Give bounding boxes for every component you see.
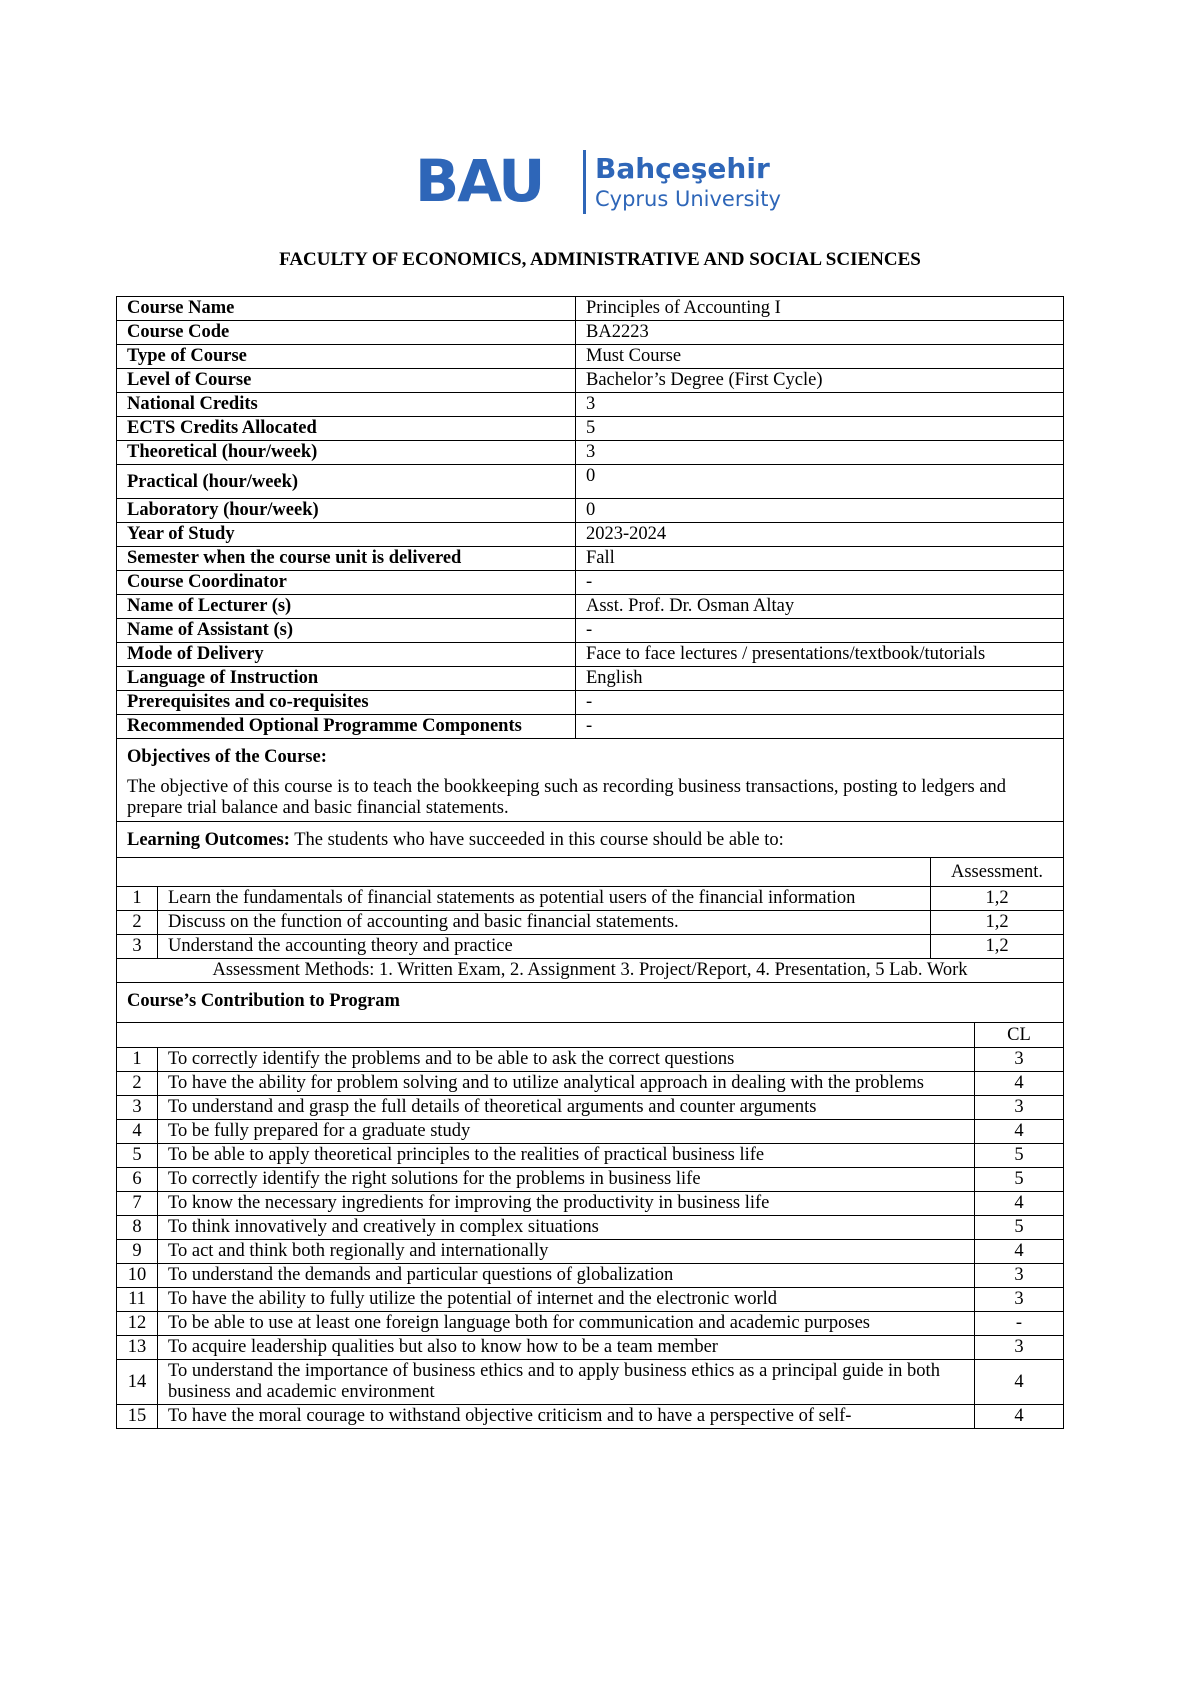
- row-number: 14: [117, 1360, 158, 1405]
- contribution-item-row: [117, 1144, 1063, 1168]
- contribution-item-row: [117, 1264, 1063, 1288]
- contribution-item-row: [117, 1336, 1063, 1360]
- row-number: 3: [117, 935, 158, 959]
- course-info-label: Course Code: [117, 321, 576, 345]
- row-number: 1: [117, 887, 158, 911]
- objectives-heading: Objectives of the Course:: [127, 747, 327, 767]
- course-info-value: 5: [576, 417, 1064, 441]
- course-info-row: [117, 643, 1064, 667]
- course-info-row: [117, 369, 1064, 393]
- course-info-row: [117, 441, 1064, 465]
- course-info-value: Must Course: [576, 345, 1064, 369]
- row-number: 5: [117, 1144, 158, 1168]
- course-info-label: Year of Study: [117, 523, 576, 547]
- learning-outcomes-header: [117, 822, 1064, 858]
- objectives-section: [117, 739, 1064, 822]
- learning-outcomes-intro: The students who have succeeded in this course should be able to:: [294, 830, 784, 850]
- course-info-label: Prerequisites and co-requisites: [117, 691, 576, 715]
- course-info-row: [117, 499, 1064, 523]
- course-info-value: -: [576, 691, 1064, 715]
- course-info-value: Asst. Prof. Dr. Osman Altay: [576, 595, 1064, 619]
- learning-outcomes-heading: Learning Outcomes:: [127, 830, 290, 850]
- contribution-item-row: [117, 1048, 1063, 1072]
- contribution-item-row: [117, 1240, 1063, 1264]
- cl-value: 3: [975, 1336, 1064, 1360]
- assessment-methods-row: [117, 959, 1064, 983]
- contribution-item-row: [117, 1288, 1063, 1312]
- course-info-row: [117, 619, 1064, 643]
- cl-value: 5: [975, 1144, 1064, 1168]
- row-text: Understand the accounting theory and practice: [158, 935, 931, 959]
- cl-value: 4: [975, 1405, 1064, 1429]
- cl-value: 4: [975, 1360, 1064, 1405]
- contribution-item-row: [117, 1096, 1063, 1120]
- course-info-value: 2023-2024: [576, 523, 1064, 547]
- row-number: 8: [117, 1216, 158, 1240]
- contribution-item-row: [117, 1360, 1063, 1405]
- contribution-table: [117, 1023, 1063, 1428]
- course-info-label: Name of Lecturer (s): [117, 595, 576, 619]
- course-info-value: Fall: [576, 547, 1064, 571]
- logo-line1: Bahçeşehir: [595, 152, 770, 185]
- faculty-title: FACULTY OF ECONOMICS, ADMINISTRATIVE AND SOCIAL SCIENCES: [279, 249, 921, 270]
- course-info-row: [117, 393, 1064, 417]
- cl-value: 3: [975, 1288, 1064, 1312]
- course-info-label: Laboratory (hour/week): [117, 499, 576, 523]
- learning-outcomes-table-header: [117, 858, 1063, 887]
- row-number: 11: [117, 1288, 158, 1312]
- row-number: 3: [117, 1096, 158, 1120]
- contribution-cell: [117, 1023, 1064, 1429]
- learning-outcomes-cell: [117, 858, 1064, 959]
- row-number: 2: [117, 911, 158, 935]
- course-info-rows: [117, 297, 1064, 739]
- row-text: To have the moral courage to withstand objective criticism and to have a perspective of self-: [158, 1405, 975, 1429]
- course-info-value: -: [576, 571, 1064, 595]
- row-number: 1: [117, 1048, 158, 1072]
- course-info-row: [117, 345, 1064, 369]
- contribution-item-row: [117, 1312, 1063, 1336]
- course-info-label: Mode of Delivery: [117, 643, 576, 667]
- course-info-row: [117, 523, 1064, 547]
- learning-outcome-row: [117, 935, 1063, 959]
- learning-outcomes-table: [117, 858, 1063, 958]
- cl-value: 3: [975, 1096, 1064, 1120]
- course-info-value: Principles of Accounting I: [576, 297, 1064, 321]
- course-info-row: [117, 667, 1064, 691]
- course-info-label: Theoretical (hour/week): [117, 441, 576, 465]
- logo-divider: [583, 150, 586, 214]
- course-info-value: Face to face lectures / presentations/textbook/tutorials: [576, 643, 1064, 667]
- course-info-value: -: [576, 715, 1064, 739]
- row-text: To understand the demands and particular questions of globalization: [158, 1264, 975, 1288]
- course-info-row: [117, 465, 1064, 499]
- course-info-label: Name of Assistant (s): [117, 619, 576, 643]
- row-text: To be able to use at least one foreign language both for communication and academic purposes: [158, 1312, 975, 1336]
- cl-value: 5: [975, 1216, 1064, 1240]
- learning-outcomes-row: [117, 822, 1064, 858]
- contribution-item-row: [117, 1168, 1063, 1192]
- course-info-row: [117, 595, 1064, 619]
- course-info-label: Language of Instruction: [117, 667, 576, 691]
- contribution-item-row: [117, 1120, 1063, 1144]
- row-number: 10: [117, 1264, 158, 1288]
- row-number: 15: [117, 1405, 158, 1429]
- contribution-row: [117, 983, 1064, 1023]
- course-info-label: Course Coordinator: [117, 571, 576, 595]
- course-info-value: Bachelor’s Degree (First Cycle): [576, 369, 1064, 393]
- row-number: 9: [117, 1240, 158, 1264]
- row-text: To think innovatively and creatively in complex situations: [158, 1216, 975, 1240]
- course-info-row: [117, 691, 1064, 715]
- course-info-value: 3: [576, 441, 1064, 465]
- course-info-value: English: [576, 667, 1064, 691]
- row-text: Learn the fundamentals of financial statements as potential users of the financial information: [158, 887, 931, 911]
- objectives-row: [117, 739, 1064, 822]
- row-text: Discuss on the function of accounting and basic financial statements.: [158, 911, 931, 935]
- contribution-item-row: [117, 1405, 1063, 1429]
- row-text: To acquire leadership qualities but also to know how to be a team member: [158, 1336, 975, 1360]
- course-info-value: 0: [576, 499, 1064, 523]
- cl-value: 3: [975, 1048, 1064, 1072]
- course-info-row: [117, 547, 1064, 571]
- logo-line2: Cyprus University: [595, 187, 781, 211]
- university-logo: [415, 148, 795, 218]
- course-info-row: [117, 321, 1064, 345]
- assessment-header: Assessment.: [931, 858, 1064, 887]
- course-info-label: Practical (hour/week): [117, 465, 576, 499]
- cl-header: CL: [975, 1023, 1064, 1048]
- course-info-label: Course Name: [117, 297, 576, 321]
- assessment-value: 1,2: [931, 887, 1064, 911]
- row-text: To be able to apply theoretical principles to the realities of practical business life: [158, 1144, 975, 1168]
- course-info-value: -: [576, 619, 1064, 643]
- learning-outcome-row: [117, 911, 1063, 935]
- course-info-row: [117, 715, 1064, 739]
- contribution-header: [117, 983, 1064, 1023]
- row-number: 2: [117, 1072, 158, 1096]
- cl-value: 3: [975, 1264, 1064, 1288]
- course-info-row: [117, 417, 1064, 441]
- course-info-value: 3: [576, 393, 1064, 417]
- cl-value: 4: [975, 1072, 1064, 1096]
- course-info-label: Recommended Optional Programme Components: [117, 715, 576, 739]
- row-number: 13: [117, 1336, 158, 1360]
- contribution-item-row: [117, 1192, 1063, 1216]
- course-info-label: Semester when the course unit is delivered: [117, 547, 576, 571]
- cl-value: 4: [975, 1192, 1064, 1216]
- row-text: To understand and grasp the full details of theoretical arguments and counter arguments: [158, 1096, 975, 1120]
- assessment-value: 1,2: [931, 911, 1064, 935]
- row-number: 4: [117, 1120, 158, 1144]
- row-number: 6: [117, 1168, 158, 1192]
- row-number: 12: [117, 1312, 158, 1336]
- course-info-value: BA2223: [576, 321, 1064, 345]
- cl-value: 5: [975, 1168, 1064, 1192]
- row-number: 7: [117, 1192, 158, 1216]
- course-info-label: National Credits: [117, 393, 576, 417]
- assessment-value: 1,2: [931, 935, 1064, 959]
- row-text: To act and think both regionally and internationally: [158, 1240, 975, 1264]
- row-text: To correctly identify the problems and to be able to ask the correct questions: [158, 1048, 975, 1072]
- course-info-label: Level of Course: [117, 369, 576, 393]
- course-table: [116, 296, 1064, 1429]
- cl-value: 4: [975, 1240, 1064, 1264]
- course-info-value: 0: [576, 465, 1064, 499]
- contribution-item-row: [117, 1072, 1063, 1096]
- row-text: To understand the importance of business ethics and to apply business ethics as a principal guide in both business and academic environment: [158, 1360, 975, 1405]
- cl-value: -: [975, 1312, 1064, 1336]
- row-text: To have the ability for problem solving and to utilize analytical approach in dealing with the problems: [158, 1072, 975, 1096]
- course-info-row: [117, 297, 1064, 321]
- row-text: To correctly identify the right solutions for the problems in business life: [158, 1168, 975, 1192]
- logo-mark: BAU: [415, 147, 544, 215]
- row-text: To be fully prepared for a graduate study: [158, 1120, 975, 1144]
- objectives-text: The objective of this course is to teach the bookkeeping such as recording business transactions, posting to ledgers and prepare trial balance and basic financial statements.: [127, 777, 1007, 818]
- assessment-methods: Assessment Methods: 1. Written Exam, 2. Assignment 3. Project/Report, 4. Presentation, 5 Lab. Work: [117, 959, 1064, 983]
- course-info-label: ECTS Credits Allocated: [117, 417, 576, 441]
- row-text: To have the ability to fully utilize the potential of internet and the electronic world: [158, 1288, 975, 1312]
- row-text: To know the necessary ingredients for improving the productivity in business life: [158, 1192, 975, 1216]
- learning-outcome-row: [117, 887, 1063, 911]
- course-info-row: [117, 571, 1064, 595]
- contribution-heading: Course’s Contribution to Program: [127, 991, 400, 1011]
- contribution-item-row: [117, 1216, 1063, 1240]
- cl-value: 4: [975, 1120, 1064, 1144]
- contribution-table-header: [117, 1023, 1063, 1048]
- course-info-label: Type of Course: [117, 345, 576, 369]
